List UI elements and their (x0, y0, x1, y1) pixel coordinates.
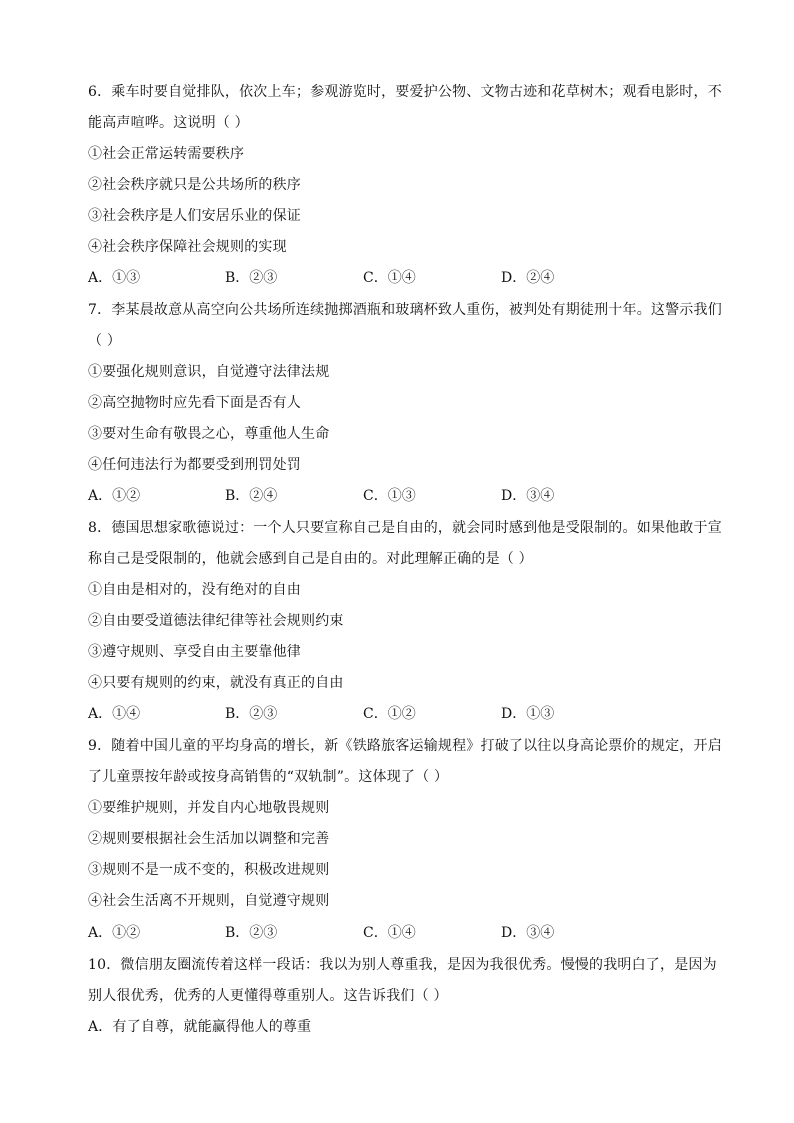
question-9-stem-line-2: 了儿童票按年龄或按身高销售的“双轨制”。这体现了（ ） (88, 769, 449, 785)
question-7-option-a: A．①② (88, 488, 141, 504)
question-7-item-1: ①要强化规则意识，自觉遵守法律法规 (88, 364, 330, 380)
question-6-option-c: C．①④ (363, 270, 416, 286)
question-8-item-4: ④只要有规则的约束，就没有真正的自由 (88, 675, 344, 691)
question-6-option-b: B．②③ (225, 270, 278, 286)
question-6-stem-line-2: 能高声喧哗。这说明（ ） (88, 115, 249, 131)
question-7-item-4: ④任何违法行为都要受到刑罚处罚 (88, 457, 301, 473)
question-9-option-d: D．③④ (501, 925, 555, 941)
question-9-stem-line-1: 9．随着中国儿童的平均身高的增长，新《铁路旅客运输规程》打破了以往以身高论票价的规定，开启 (88, 738, 722, 754)
question-8-item-1: ①自由是相对的，没有绝对的自由 (88, 582, 301, 598)
question-8-option-c: C．①② (363, 706, 416, 722)
question-6-item-1: ①社会正常运转需要秩序 (88, 146, 245, 162)
question-9-option-c: C．①④ (363, 925, 416, 941)
question-9-item-3: ③规则不是一成不变的，积极改进规则 (88, 862, 330, 878)
question-8-option-d: D．①③ (501, 706, 555, 722)
question-7-option-b: B．②④ (225, 488, 278, 504)
question-8-options (88, 704, 712, 724)
question-8-stem-line-1: 8．德国思想家歌德说过：一个人只要宣称自己是自由的，就会同时感到他是受限制的。如果他敢于宣 (88, 520, 722, 536)
question-7-item-2: ②高空抛物时应先看下面是否有人 (88, 395, 301, 411)
question-6-option-a: A．①③ (88, 270, 141, 286)
question-9-option-b: B．②③ (225, 925, 278, 941)
question-7-stem-line-1: 7．李某晨故意从高空向公共场所连续抛掷酒瓶和玻璃杯致人重伤，被判处有期徒刑十年。这警示我们 (88, 302, 722, 318)
question-8-item-3: ③遵守规则、享受自由主要靠他律 (88, 644, 301, 660)
question-9-item-2: ②规则要根据社会生活加以调整和完善 (88, 831, 330, 847)
question-7-option-d: D．③④ (501, 488, 555, 504)
question-9-item-4: ④社会生活离不开规则，自觉遵守规则 (88, 893, 330, 909)
question-6-item-3: ③社会秩序是人们安居乐业的保证 (88, 208, 301, 224)
question-10-stem-line-1: 10．微信朋友圈流传着这样一段话：我以为别人尊重我，是因为我很优秀。慢慢的我明白了，是因为 (88, 957, 717, 973)
question-6-option-d: D．②④ (501, 270, 555, 286)
question-7-option-c: C．①③ (363, 488, 416, 504)
question-6-item-4: ④社会秩序保障社会规则的实现 (88, 239, 287, 255)
question-8-item-2: ②自由要受道德法律纪律等社会规则约束 (88, 613, 344, 629)
question-7-stem-line-2: （ ） (88, 333, 122, 349)
question-6-options (88, 268, 712, 288)
question-8-option-a: A．①④ (88, 706, 141, 722)
question-10-stem-line-2: 别人很优秀，优秀的人更懂得尊重别人。这告诉我们（ ） (88, 988, 448, 1004)
question-9-options (88, 923, 712, 943)
question-7-item-3: ③要对生命有敬畏之心，尊重他人生命 (88, 426, 330, 442)
question-6-item-2: ②社会秩序就只是公共场所的秩序 (88, 177, 301, 193)
question-9-option-a: A．①② (88, 925, 141, 941)
question-8-stem-line-2: 称自己是受限制的，他就会感到自己是自由的。对此理解正确的是（ ） (88, 551, 533, 567)
question-7-options (88, 486, 712, 506)
question-9-item-1: ①要维护规则，并发自内心地敬畏规则 (88, 800, 330, 816)
question-6-stem-line-1: 6．乘车时要自觉排队，依次上车；参观游览时，要爱护公物、文物古迹和花草树木；观看电影时，不 (88, 84, 722, 100)
question-10-option-a: A．有了自尊，就能赢得他人的尊重 (88, 1019, 312, 1035)
question-8-option-b: B．②③ (225, 706, 278, 722)
